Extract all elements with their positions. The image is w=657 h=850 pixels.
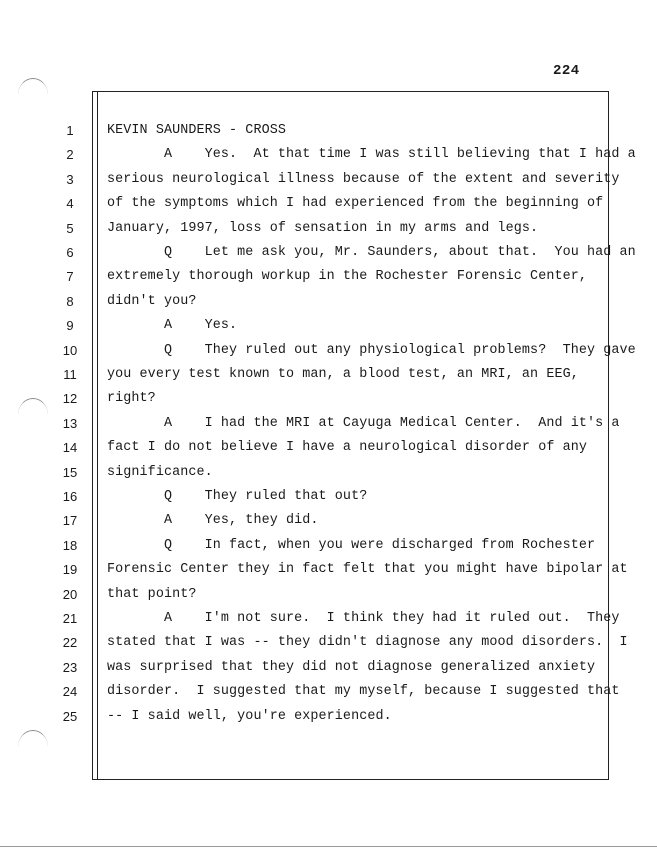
line-number: 11 <box>63 367 77 382</box>
line-number: 4 <box>66 196 74 212</box>
transcript-line: Q They ruled that out? <box>107 489 368 504</box>
margin-rule <box>97 91 98 780</box>
transcript-line: Q In fact, when you were discharged from Rochester <box>107 537 596 553</box>
transcript-frame <box>92 91 609 780</box>
line-number: 5 <box>66 220 74 236</box>
transcript-line: serious neurological illness because of the extent and severity <box>107 171 620 187</box>
line-number: 1 <box>66 123 74 138</box>
punch-hole-mark <box>18 730 48 747</box>
transcript-line: was surprised that they did not diagnose generalized anxiety <box>107 659 596 675</box>
line-number: 7 <box>66 269 74 285</box>
line-number: 6 <box>66 245 74 260</box>
transcript-line: A Yes. At that time I was still believing that I had a <box>107 147 636 163</box>
line-number: 9 <box>66 318 74 334</box>
line-number: 21 <box>62 611 78 626</box>
line-number: 12 <box>62 391 78 407</box>
line-number: 22 <box>62 635 78 651</box>
transcript-line: January, 1997, loss of sensation in my arms and legs. <box>107 220 539 236</box>
punch-hole-mark <box>18 78 48 95</box>
line-number: 15 <box>62 464 78 480</box>
transcript-line: A I had the MRI at Cayuga Medical Center. And it's a <box>107 415 620 431</box>
transcript-line: disorder. I suggested that my myself, because I suggested that <box>107 684 620 700</box>
transcript-line: Forensic Center they in fact felt that you might have bipolar at <box>107 562 628 578</box>
transcript-line: KEVIN SAUNDERS - CROSS <box>107 123 286 138</box>
line-number: 17 <box>62 513 78 529</box>
transcript-line: A I'm not sure. I think they had it ruled out. They <box>107 611 620 626</box>
transcript-line: fact I do not believe I have a neurological disorder of any <box>107 440 588 456</box>
line-number: 10 <box>62 342 78 358</box>
line-number: 2 <box>66 147 74 163</box>
transcript-line: stated that I was -- they didn't diagnose any mood disorders. I <box>107 635 628 651</box>
transcript-line: that point? <box>107 586 197 602</box>
line-number: 19 <box>62 562 78 578</box>
punch-hole-mark <box>18 398 48 415</box>
line-number: 25 <box>62 708 78 724</box>
page-edge <box>0 846 657 847</box>
transcript-line: Q Let me ask you, Mr. Saunders, about that. You had an <box>107 245 636 260</box>
transcript-line: Q They ruled out any physiological problems? They gave <box>107 342 636 358</box>
line-number: 18 <box>62 537 78 553</box>
line-number: 3 <box>66 171 74 187</box>
line-number: 20 <box>62 586 78 602</box>
transcript-line: significance. <box>107 464 213 480</box>
transcript-line: of the symptoms which I had experienced from the beginning of <box>107 196 604 212</box>
page-number: 224 <box>553 63 580 79</box>
transcript-line: extremely thorough workup in the Rochester Forensic Center, <box>107 269 588 285</box>
transcript-line: -- I said well, you're experienced. <box>107 708 392 724</box>
line-number: 23 <box>62 659 78 675</box>
line-number: 14 <box>62 440 78 456</box>
line-number: 16 <box>62 489 78 504</box>
transcript-line: A Yes, they did. <box>107 513 319 529</box>
transcript-line: right? <box>107 391 156 407</box>
line-number: 24 <box>62 684 78 700</box>
transcript-line: didn't you? <box>107 293 197 309</box>
transcript-line: A Yes. <box>107 318 238 334</box>
line-number: 13 <box>62 415 78 431</box>
line-number: 8 <box>66 293 74 309</box>
transcript-line: you every test known to man, a blood test, an MRI, an EEG, <box>107 367 579 382</box>
